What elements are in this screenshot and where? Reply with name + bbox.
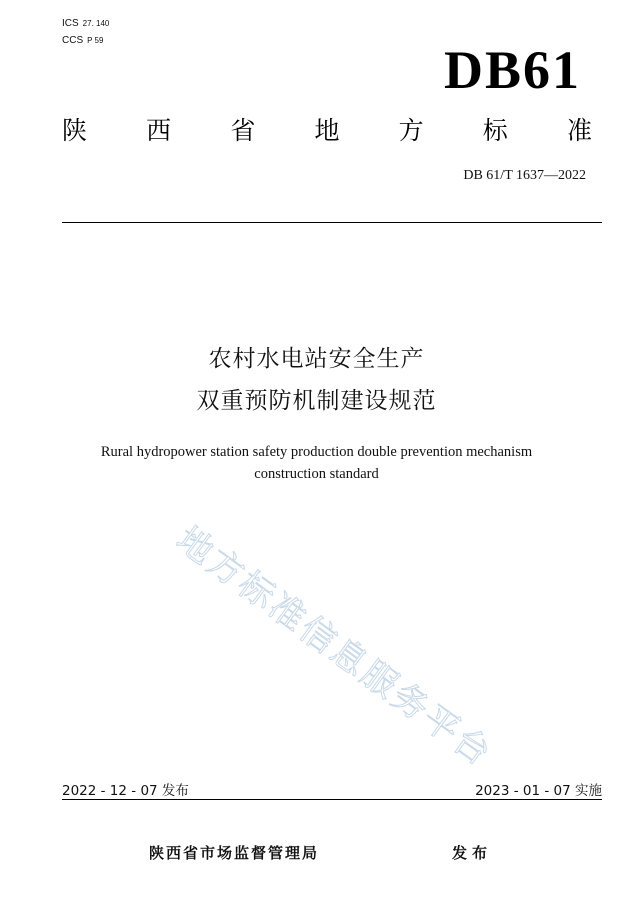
standard-type-char: 省 [230,116,256,145]
watermark: 地方标准信息服务平台 [168,519,500,776]
standard-type-char: 陕 [62,116,88,145]
ics-code: 27. 140 [82,19,110,28]
standard-type-char: 标 [482,116,508,145]
standard-logo: DB61 [443,40,581,100]
ics-label: ICS [62,18,79,29]
header-divider [62,222,602,223]
ics-classification [62,18,109,30]
chinese-title-line-1: 农村水电站安全生产 [208,346,425,372]
chinese-title-line-2: 双重预防机制建设规范 [196,388,437,414]
standard-type-char: 地 [314,116,340,145]
footer-divider [62,799,602,800]
ccs-code: P 59 [87,36,104,45]
standard-type-char: 方 [398,116,424,145]
issue-date: 2022 - 12 - 07 发布 [62,783,189,799]
issue-label: 发布 [452,844,493,862]
standard-type-heading [62,114,592,148]
standard-number: DB 61/T 1637—2022 [463,168,586,183]
ccs-label: CCS [62,35,84,46]
issuing-authority: 陕西省市场监督管理局 [149,844,320,862]
english-title-line-1: Rural hydropower station safety production double prevention mechanism [100,444,533,460]
implementation-date: 2023 - 01 - 07 实施 [475,783,602,799]
ccs-classification [62,35,103,47]
english-title-line-2: construction standard [254,466,379,482]
standard-type-char: 准 [566,116,592,145]
standard-type-char: 西 [146,116,172,145]
